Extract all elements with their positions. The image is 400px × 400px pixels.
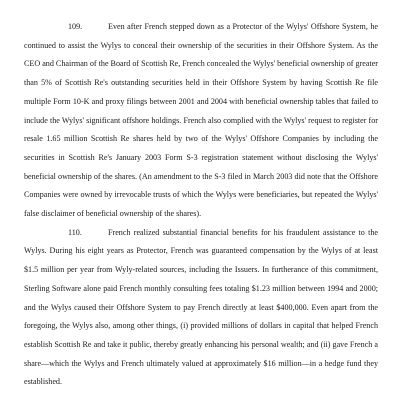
paragraph-110 xyxy=(24,224,378,392)
paragraph-text: Even after French stepped down as a Protector of the Wylys' Offshore System, he continued to assist the Wylys to conceal their ownership of the securities in their Offshore System. As the CEO and Chairman of the Board of Scottish Re, French concealed the Wylys' beneficial ownership of greater than 5% of Scottish Re's outstanding securities held in their Offshore System by having Scottish Re file multiple Form 10-K and proxy filings between 2001 and 2004 with beneficial ownership tables that failed to include the Wylys' significant offshore holdings. French also complied with the Wylys' request to register for resale 1.65 million Scottish Re shares held by two of the Wylys' Offshore Companies by including the securities in Scottish Re's January 2003 Form S-3 registration statement without disclosing the Wylys' beneficial ownership of the shares. (An amendment to the S-3 filed in March 2003 did note that the Offshore Companies were owned by irrevocable trusts of which the Wylys were beneficiaries, but repeated the Wylys' false disclaimer of beneficial ownership of the shares). xyxy=(24,22,378,219)
paragraph-text: French realized substantial financial benefits for his fraudulent assistance to the Wylys. During his eight years as Protector, French was guaranteed compensation by the Wylys of at least $1.5 million per year from Wyly-related sources, including the Issuers. In furtherance of this commitment, Sterling Software alone paid French monthly consulting fees totaling $1.23 million between 1994 and 2000; and the Wylys caused their Offshore System to pay French directly at least $400,000. Even apart from the foregoing, the Wylys also, among other things, (i) provided millions of dollars in capital that helped French establish Scottish Re and take it public, thereby greatly enhancing his personal wealth; and (ii) gave French a share—which the Wylys and French ultimately valued at approximately $16 million—in a hedge fund they established. xyxy=(24,227,378,387)
paragraph-number: 109. xyxy=(68,22,83,31)
paragraph-109 xyxy=(24,18,378,224)
paragraph-number: 110. xyxy=(68,227,82,237)
